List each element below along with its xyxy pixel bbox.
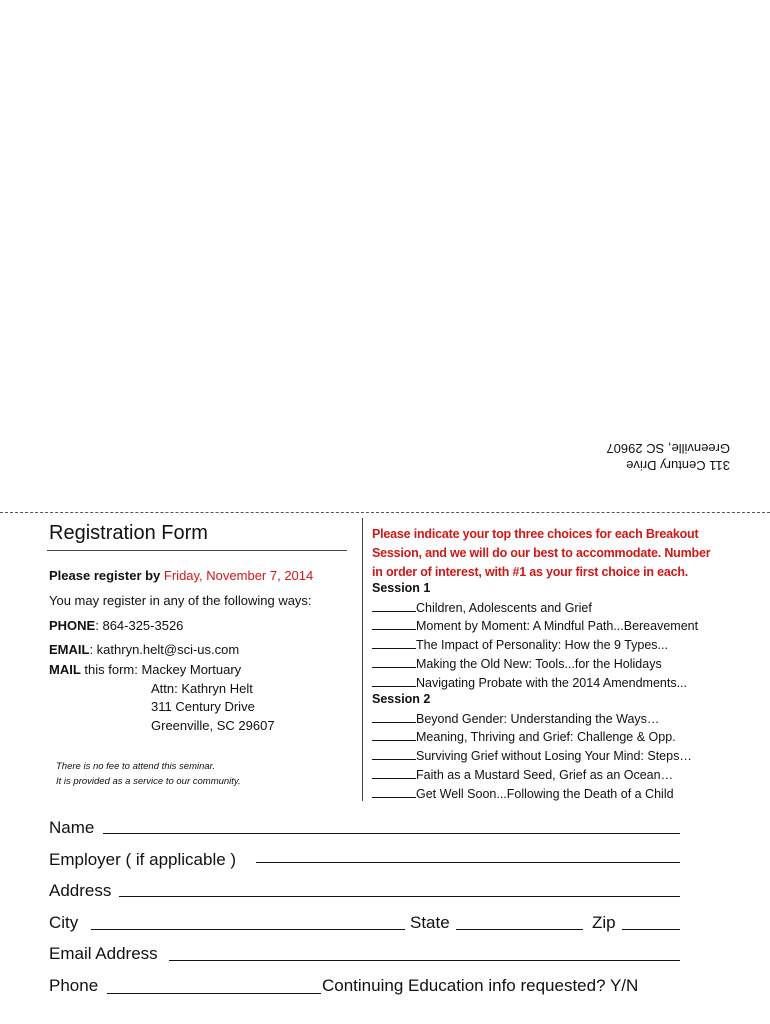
- mail-city: Greenville, SC 29607: [151, 718, 275, 733]
- phone-field-label: Phone: [49, 976, 99, 995]
- email-value: : kathryn.helt@sci-us.com: [89, 642, 240, 657]
- mail-text: this form: Mackey Mortuary: [80, 662, 242, 677]
- employer-field[interactable]: [256, 862, 680, 863]
- mail-attn: Attn: Kathryn Helt: [151, 681, 253, 696]
- rank-blank[interactable]: [372, 637, 416, 649]
- rank-blank[interactable]: [372, 711, 416, 723]
- choice-label: Moment by Moment: A Mindful Path...Bereavement: [416, 619, 699, 633]
- choice-label: Get Well Soon...Following the Death of a Child: [416, 787, 674, 801]
- choice-label: Navigating Probate with the 2014 Amendments...: [416, 676, 687, 690]
- session-1-choice: [372, 618, 698, 633]
- session-1-choice: [372, 656, 662, 671]
- choice-label: Surviving Grief without Losing Your Mind: Steps…: [416, 749, 692, 763]
- return-address-street: 311 Century Drive: [626, 458, 730, 473]
- column-divider: [362, 518, 363, 801]
- session-2-choice: [372, 748, 692, 763]
- perforation-line: [0, 512, 770, 513]
- address-field[interactable]: [119, 896, 680, 897]
- session-1-choice: [372, 637, 668, 652]
- choice-label: Children, Adolescents and Grief: [416, 601, 592, 615]
- phone-value: : 864-325-3526: [95, 618, 184, 633]
- rank-blank[interactable]: [372, 767, 416, 779]
- zip-label: Zip: [592, 913, 616, 932]
- title-underline: [47, 550, 347, 551]
- rank-blank[interactable]: [372, 748, 416, 760]
- employer-label: Employer ( if applicable ): [49, 850, 237, 869]
- return-address-upside-down: [560, 440, 730, 474]
- instructions-line-3: in order of interest, with #1 as your first choice in each.: [372, 565, 689, 579]
- continuing-ed-label[interactable]: Continuing Education info requested? Y/N: [322, 976, 639, 995]
- instructions-line-1: Please indicate your top three choices for each Breakout: [372, 527, 699, 541]
- choice-label: Making the Old New: Tools...for the Holidays: [416, 657, 662, 671]
- fee-note: There is no fee to attend this seminar.: [56, 761, 216, 772]
- return-address-city: Greenville, SC 29607: [606, 441, 730, 456]
- service-note: It is provided as a service to our community.: [56, 776, 241, 787]
- session-2-choice: [372, 711, 659, 726]
- form-title: Registration Form: [49, 522, 208, 544]
- rank-blank[interactable]: [372, 729, 416, 741]
- email-label: EMAIL: [49, 642, 90, 657]
- phone-line: [49, 618, 183, 633]
- rank-blank[interactable]: [372, 656, 416, 668]
- email-address-field[interactable]: [169, 960, 680, 961]
- city-field[interactable]: [91, 929, 405, 930]
- rank-blank[interactable]: [372, 786, 416, 798]
- mail-label: MAIL: [49, 662, 81, 677]
- session-1-choice: [372, 675, 687, 690]
- phone-field[interactable]: [107, 993, 321, 994]
- ways-text: You may register in any of the following ways:: [49, 593, 312, 608]
- state-label: State: [410, 913, 450, 932]
- mail-line: [49, 662, 241, 677]
- session-2-choice: [372, 767, 673, 782]
- session-2-title: Session 2: [372, 692, 431, 706]
- choice-label: Faith as a Mustard Seed, Grief as an Ocean…: [416, 768, 674, 782]
- register-by-label: Please register by: [49, 568, 164, 583]
- register-by-line: [49, 568, 313, 583]
- mail-street: 311 Century Drive: [151, 699, 255, 714]
- state-field[interactable]: [456, 929, 583, 930]
- zip-field[interactable]: [622, 929, 680, 930]
- email-address-label: Email Address: [49, 944, 158, 963]
- choice-label: Meaning, Thriving and Grief: Challenge & Opp.: [416, 730, 676, 744]
- phone-label: PHONE: [49, 618, 96, 633]
- instructions-line-2: Session, and we will do our best to accommodate. Number: [372, 546, 711, 560]
- name-field[interactable]: [103, 833, 680, 834]
- session-1-choice: [372, 600, 592, 615]
- session-2-choice: [372, 729, 676, 744]
- breakout-instructions: [372, 525, 762, 582]
- rank-blank[interactable]: [372, 618, 416, 630]
- name-label: Name: [49, 818, 95, 837]
- rank-blank[interactable]: [372, 600, 416, 612]
- register-by-date: Friday, November 7, 2014: [163, 568, 314, 583]
- choice-label: The Impact of Personality: How the 9 Types...: [416, 638, 668, 652]
- city-label: City: [49, 913, 79, 932]
- session-1-title: Session 1: [372, 581, 431, 595]
- address-label: Address: [49, 881, 112, 900]
- session-2-choice: [372, 786, 674, 801]
- rank-blank[interactable]: [372, 675, 416, 687]
- choice-label: Beyond Gender: Understanding the Ways…: [416, 712, 660, 726]
- email-line: [49, 642, 239, 657]
